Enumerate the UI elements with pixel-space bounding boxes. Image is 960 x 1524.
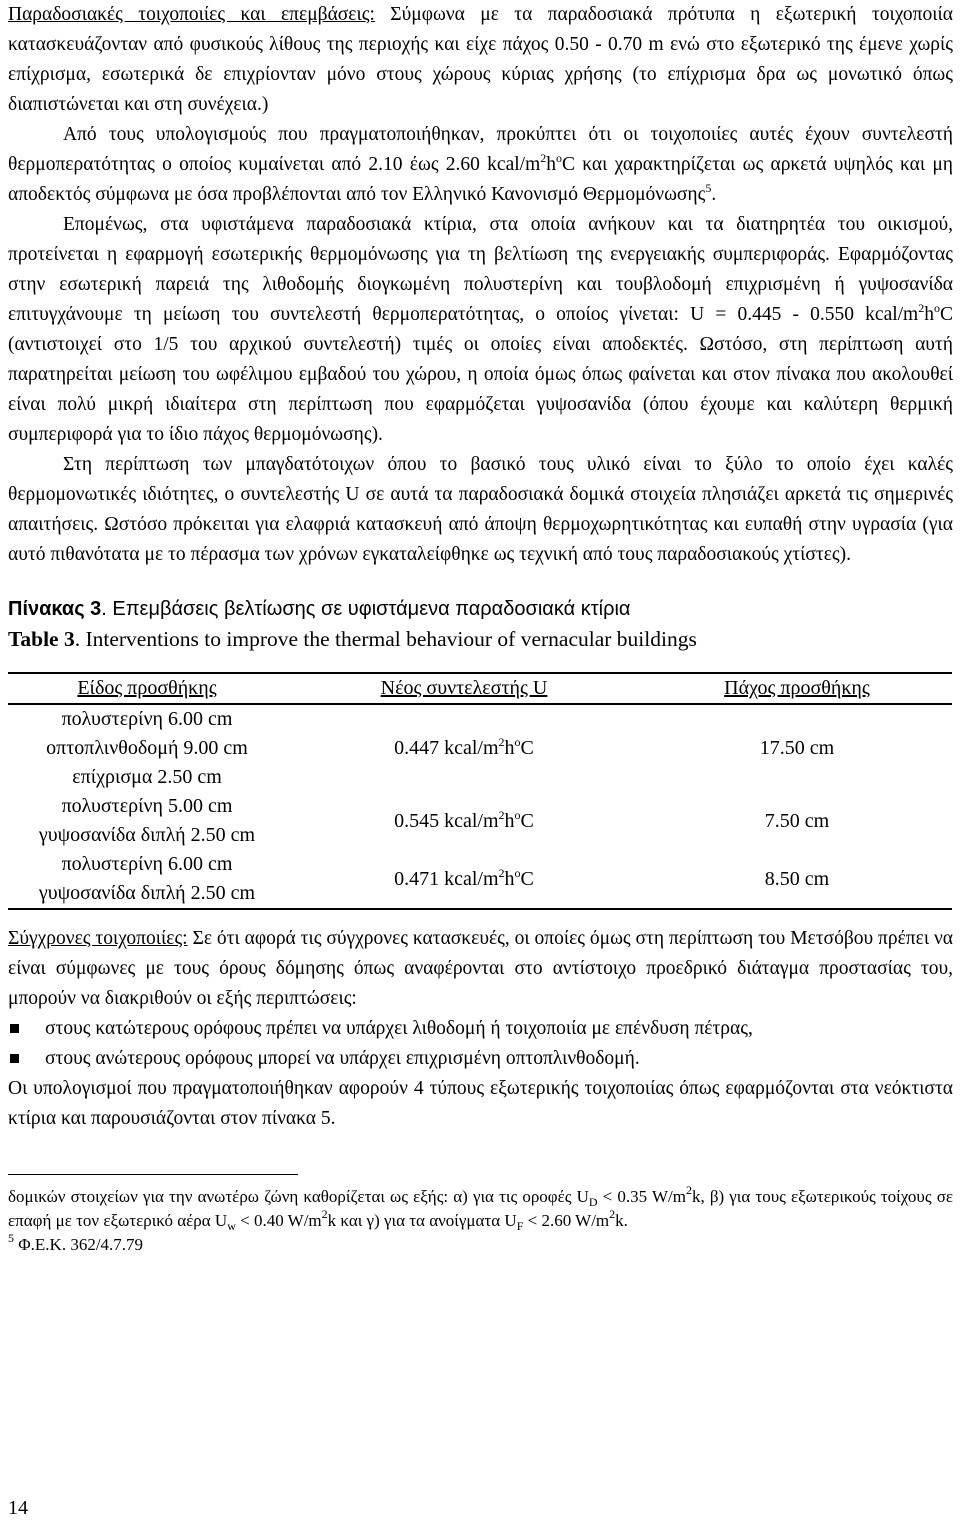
footnote-5 (8, 1233, 953, 1257)
paragraph-calculations-modern: Οι υπολογισμοί που πραγματοποιήθηκαν αφορούν 4 τύπους εξωτερικής τοιχοποιίας όπως εφαρμόζονται στα νεόκτιστα κτίρια και παρουσιάζονται στον πίνακα 5. (8, 1078, 953, 1129)
table-row (8, 792, 952, 850)
caption-text: . Interventions to improve the thermal behaviour of vernacular buildings (74, 627, 697, 651)
text-run: h (924, 304, 934, 325)
paragraph-timber-walls: Στη περίπτωση των μπαγδατότοιχων όπου το βασικό τους υλικό είναι το ξύλο το οποίο έχει καλές θερμομονωτικές ιδιότητες, ο συντελεστής U σε αυτά τα παραδοσιακά δομικά στοιχεία πλησιάζει αρκετά τις σημερινές απαιτήσεις. Ωστόσο πρόκειται για ελαφριά κατασκευή από άποψη θερμοχωρητικότητας και ευπαθή στην υγρασία (για αυτό πιθανότατα με το πέρασμα των χρόνων εγκαταλείφθηκε ως τεχνική από τους παραδοσιακούς χτίστες). (8, 454, 953, 565)
cell-thickness: 7.50 cm (764, 809, 830, 832)
layer-line: οπτοπλινθοδομή 9.00 cm (46, 737, 248, 759)
bullet-list (8, 1014, 953, 1074)
table-header-row (8, 673, 952, 704)
paragraph-modern-walls (8, 924, 953, 1014)
header-new-u: Νέος συντελεστής U (286, 673, 642, 704)
caption-english (8, 624, 953, 654)
layer-line: πολυστερίνη 6.00 cm (61, 708, 233, 730)
unit-text: C (520, 867, 534, 890)
paragraph-text: Σύμφωνα με τα παραδοσιακά πρότυπα η εξωτερική τοιχοποιία κατασκευάζονταν από φυσικούς λίθους της περιοχής και είχε πάχος 0.50 - 0.70 m ενώ στο εξωτερικό της έμενε χωρίς επίχρισμα, εσωτερικά δε επιχρίονταν μόνο στους χώρους κύριας χρήσης (το επίχρισμα δρα ως μονωτικό όπως διαπιστώνεται και στη συνέχεια.) (8, 4, 953, 115)
superscript: o (933, 301, 940, 315)
caption-label: Table 3 (8, 627, 75, 651)
text-run: Επομένως, στα υφιστάμενα παραδοσιακά κτίρια, στα οποία ανήκουν και τα διατηρητέα του οικισμού, προτείνεται η εφαρμογή εσωτερικής θερμομόνωσης για τη βελτίωση της ενεργειακής συμπεριφοράς. Εφαρμόζοντας στην εσωτερική παρειά της λιθοδομής διογκωμένη πολυστερίνη και τουβλοδομή επιχρισμένη ή γυψοσανίδα επιτυγχάνουμε τη μείωση του συντελεστή θερμοπερατότητας, ο οποίος γίνεται: U = 0.445 - 0.550 kcal/m (8, 214, 953, 325)
superscript: 2 (685, 1183, 692, 1197)
superscript: 2 (498, 735, 505, 749)
cell-u-value (286, 850, 642, 909)
paragraph-traditional-walls (8, 0, 953, 120)
unit-text: kcal/m (444, 867, 499, 890)
footnote-separator (8, 1174, 298, 1175)
text-run: h (546, 154, 556, 175)
superscript: 2 (498, 865, 505, 880)
subscript: w (227, 1219, 236, 1233)
cell-addition-type (8, 792, 286, 850)
page-number: 14 (8, 1497, 28, 1519)
paragraph-text: Σε ότι αφορά τις σύγχρονες κατασκευές, οι οποίες όμως στη περίπτωση του Μετσόβου πρέπει να είναι σύμφωνες με τους όρους δόμησης όπως αναφέρονται στο αντίστοιχο προεδρικό διάταγμα προστασίας του, μπορούν να διακριθούν οι εξής περιπτώσεις: (8, 928, 953, 1009)
text-run: . (711, 184, 717, 205)
footnote-continuation (8, 1185, 953, 1233)
superscript: o (514, 807, 521, 822)
caption-greek (8, 594, 953, 624)
list-item-text: στους κατώτερους ορόφους πρέπει να υπάρχει λιθοδομή ή τοιχοποιία με επένδυση πέτρας, (45, 1018, 753, 1039)
text-run: < 0.35 W/m (597, 1187, 686, 1206)
table-row (8, 850, 952, 909)
unit-text: C (520, 809, 534, 832)
superscript: 2 (321, 1207, 328, 1221)
superscript: o (514, 735, 521, 749)
unit-text: kcal/m (444, 809, 499, 832)
unit-text: C (520, 737, 534, 759)
layer-line: πολυστερίνη 6.00 cm (61, 853, 233, 875)
text-run: < 2.60 W/m (523, 1211, 610, 1230)
unit-text: h (504, 737, 515, 759)
text-run: Από τους υπολογισμούς που πραγματοποιήθηκαν, προκύπτει ότι οι τοιχοποιίες αυτές έχουν συντελεστή θερμοπερατότητας ο οποίος κυμαίνεται από 2.10 έως 2.60 kcal/m (8, 124, 953, 175)
caption-label: Πίνακας 3 (8, 598, 102, 620)
layer-line: επίχρισμα 2.50 cm (72, 766, 222, 788)
cell-u-value (286, 792, 642, 850)
list-item (8, 1014, 953, 1044)
footnotes (8, 1185, 953, 1257)
text-run: k, β) για τους εξωτερικούς τοίχους σε επαφή με τον εξωτερικό αέρα U (8, 1187, 953, 1230)
footnote-ref: 5 (705, 181, 712, 195)
layer-line: γυψοσανίδα διπλή 2.50 cm (38, 882, 256, 904)
u-number: 0.545 (394, 809, 445, 832)
paragraph-proposal (8, 210, 953, 450)
list-item (8, 1044, 953, 1074)
text-run: δομικών στοιχείων για την ανωτέρω ζώνη καθορίζεται ως εξής: α) για τις οροφές U (8, 1187, 589, 1206)
list-item-text: στους ανώτερους ορόφους μπορεί να υπάρχει επιχρισμένη οπτοπλινθοδομή. (45, 1048, 640, 1069)
superscript: 2 (540, 151, 547, 165)
layer-line: πολυστερίνη 5.00 cm (61, 795, 233, 817)
superscript: o (556, 151, 562, 165)
interventions-table (8, 672, 952, 910)
table-caption (8, 594, 953, 654)
square-bullet-icon (10, 1054, 19, 1063)
unit-text: h (504, 867, 515, 890)
superscript: 2 (609, 1207, 616, 1221)
square-bullet-icon (10, 1024, 19, 1033)
text-run: C και χαρακτηρίζεται ως αρκετά υψηλός και μη αποδεκτός σύμφωνα με όσα προβλέπονται από τον Ελληνικό Κανονισμό Θερμομόνωσης (8, 154, 953, 205)
superscript: o (514, 865, 521, 880)
subscript: D (588, 1195, 598, 1209)
text-run: k. (615, 1211, 628, 1230)
table-row (8, 704, 952, 792)
text-run: C (αντιστοιχεί στο 1/5 του αρχικού συντελεστή) τιμές οι οποίες είναι αποδεκτές. Ωστόσο, στη περίπτωση αυτή παρατηρείται μείωση του ωφέλιμου εμβαδού του χώρου, η οποία όμως όπως φαίνεται και στον πίνακα που ακολουθεί είναι πολύ μικρή ιδιαίτερα στη περίπτωση που εφαρμόζεται γυψοσανίδα (όπου έχουμε και καλύτερη θερμική συμπεριφορά για το ίδιο πάχος θερμομόνωσης). (8, 304, 953, 445)
cell-addition-type (8, 850, 286, 909)
u-number: 0.471 (394, 867, 445, 890)
cell-u-value (286, 704, 642, 792)
cell-thickness: 8.50 cm (642, 850, 952, 909)
header-thickness: Πάχος προσθήκης (642, 673, 952, 704)
cell-addition-type (8, 704, 286, 792)
footnote-text: Φ.Ε.Κ. 362/4.7.79 (14, 1235, 144, 1254)
section-heading-traditional: Παραδοσιακές τοιχοποιίες και επεμβάσεις: (8, 4, 375, 25)
unit-text: kcal/m (444, 737, 499, 759)
footnote-marker: 5 (8, 1231, 14, 1245)
caption-text: . Επεμβάσεις βελτίωσης σε υφιστάμενα παραδοσιακά κτίρια (101, 598, 631, 620)
paragraph-calculations (8, 120, 953, 210)
text-run: k και γ) για τα ανοίγματα U (327, 1211, 517, 1230)
cell-thickness: 17.50 cm (759, 737, 835, 759)
subscript: F (516, 1219, 524, 1233)
text-run: < 0.40 W/m (235, 1211, 322, 1230)
header-addition-type: Είδος προσθήκης (8, 673, 286, 704)
unit-text: h (504, 809, 515, 832)
layer-line: γυψοσανίδα διπλή 2.50 cm (38, 824, 256, 846)
section-heading-modern: Σύγχρονες τοιχοποιίες: (8, 928, 188, 949)
superscript: 2 (918, 301, 925, 315)
superscript: 2 (498, 807, 505, 822)
u-number: 0.447 (394, 737, 445, 759)
